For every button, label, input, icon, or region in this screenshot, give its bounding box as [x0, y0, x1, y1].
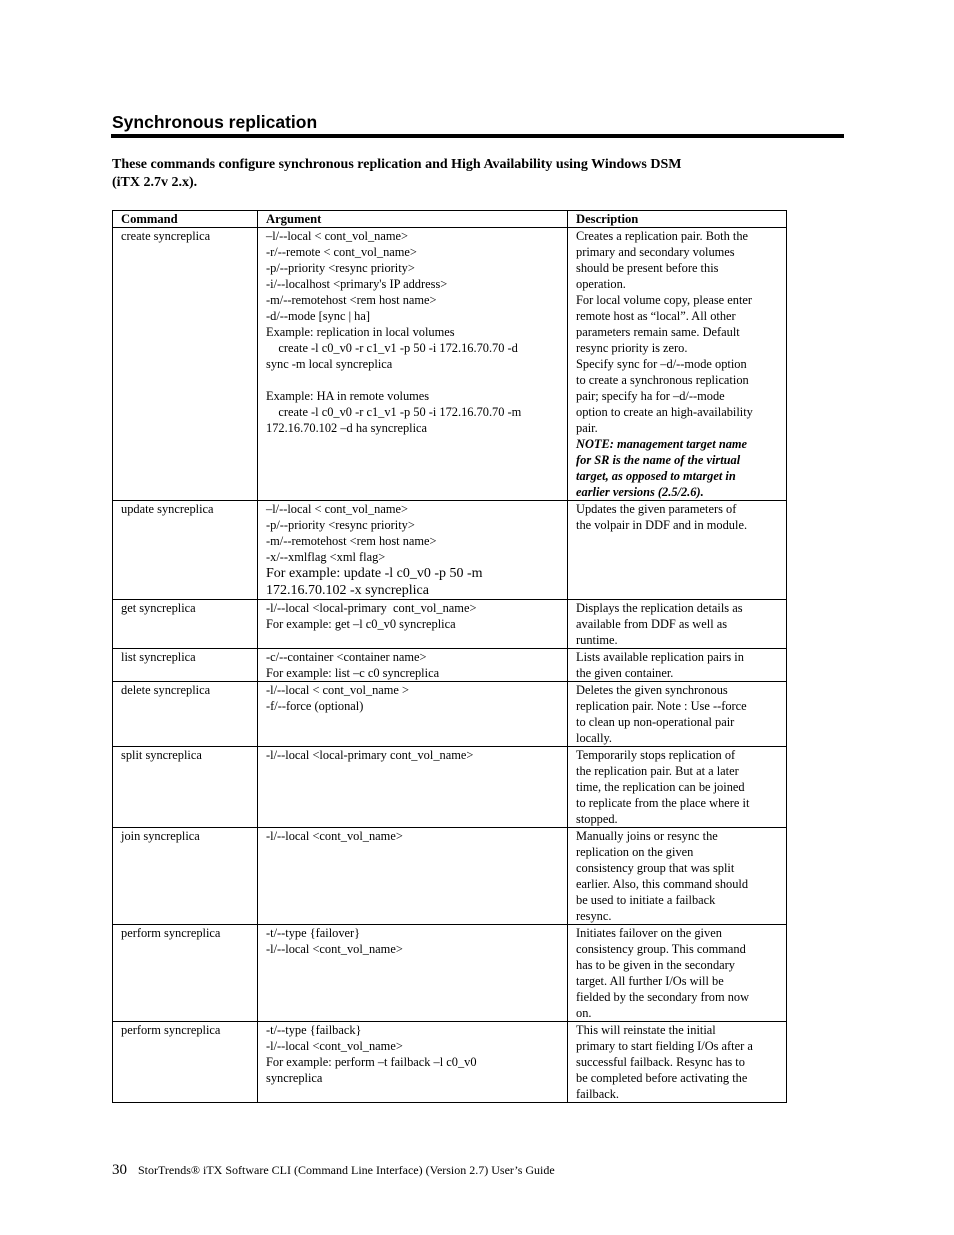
description-line: pair; specify ha for –d/--mode	[576, 389, 725, 403]
page-footer	[112, 1162, 555, 1179]
description-line: consistency group. This command	[576, 942, 746, 956]
argument-line: -l/--local <local-primary cont_vol_name>	[266, 601, 477, 615]
description-line: Specify sync for –d/--mode option	[576, 357, 747, 371]
cell-description	[568, 649, 787, 682]
argument-line: -l/--local <cont_vol_name>	[266, 829, 403, 843]
argument-line: -l/--local <cont_vol_name>	[266, 1039, 403, 1053]
argument-line	[266, 372, 563, 388]
description-line: Lists available replication pairs in	[576, 650, 744, 664]
table-row	[113, 925, 787, 1022]
argument-line: For example: perform –t failback –l c0_v0	[266, 1055, 477, 1069]
cell-argument	[258, 600, 568, 649]
cell-command: create syncreplica	[113, 228, 258, 501]
cell-command: split syncreplica	[113, 747, 258, 828]
table-body	[113, 228, 787, 1103]
table-row	[113, 228, 787, 501]
description-line: locally.	[576, 731, 613, 745]
note-line: NOTE: management target name	[576, 437, 748, 451]
cell-argument	[258, 228, 568, 501]
argument-line: -t/--type {failback}	[266, 1023, 362, 1037]
description-line: resync.	[576, 909, 612, 923]
description-line: be used to initiate a failback	[576, 893, 716, 907]
description-line: successful failback. Resync has to	[576, 1055, 745, 1069]
table-row	[113, 682, 787, 747]
argument-line: -d/--mode [sync | ha]	[266, 309, 370, 323]
cell-argument	[258, 1022, 568, 1103]
cell-description	[568, 747, 787, 828]
description-line: the replication pair. But at a later	[576, 764, 739, 778]
title-rule	[111, 134, 844, 138]
cell-command: list syncreplica	[113, 649, 258, 682]
cell-description	[568, 600, 787, 649]
argument-line: Example: HA in remote volumes	[266, 389, 430, 403]
description-line: Updates the given parameters of	[576, 502, 737, 516]
description-line: Manually joins or resync the	[576, 829, 718, 843]
cell-command: perform syncreplica	[113, 925, 258, 1022]
note-line: earlier versions (2.5/2.6).	[576, 485, 704, 499]
argument-line: -p/--priority <resync priority>	[266, 261, 415, 275]
cell-command: perform syncreplica	[113, 1022, 258, 1103]
description-line: parameters remain same. Default	[576, 325, 740, 339]
description-line: to replicate from the place where it	[576, 796, 750, 810]
cell-description	[568, 828, 787, 925]
intro-line-1: These commands configure synchronous replication and High Availability using Windows DSM	[112, 157, 682, 172]
description-line: to create a synchronous replication	[576, 373, 749, 387]
argument-line: sync -m local syncreplica	[266, 357, 393, 371]
table-row	[113, 1022, 787, 1103]
description-line: replication pair. Note : Use --force	[576, 699, 747, 713]
argument-line: 172.16.70.102 –d ha syncreplica	[266, 421, 428, 435]
argument-line: -p/--priority <resync priority>	[266, 518, 415, 532]
description-line: Temporarily stops replication of	[576, 748, 736, 762]
argument-line: syncreplica	[266, 1071, 323, 1085]
description-line: stopped.	[576, 812, 618, 826]
argument-line: -m/--remotehost <rem host name>	[266, 293, 437, 307]
argument-line: -l/--local < cont_vol_name >	[266, 683, 410, 697]
command-table	[112, 210, 787, 1103]
description-line: Initiates failover on the given	[576, 926, 722, 940]
cell-argument	[258, 649, 568, 682]
note-line: for SR is the name of the virtual	[576, 453, 741, 467]
table-row	[113, 600, 787, 649]
description-line: operation.	[576, 277, 626, 291]
description-line: the volpair in DDF and in module.	[576, 518, 748, 532]
argument-line: -l/--local <local-primary cont_vol_name>	[266, 748, 474, 762]
cell-command: delete syncreplica	[113, 682, 258, 747]
argument-line: –l/--local < cont_vol_name>	[266, 229, 408, 243]
cell-argument	[258, 747, 568, 828]
description-line: primary to start fielding I/Os after a	[576, 1039, 753, 1053]
table-row	[113, 828, 787, 925]
cell-description	[568, 682, 787, 747]
description-line: remote host as “local”. All other	[576, 309, 736, 323]
description-line: the given container.	[576, 666, 674, 680]
description-line: has to be given in the secondary	[576, 958, 735, 972]
description-line: available from DDF as well as	[576, 617, 728, 631]
description-line: resync priority is zero.	[576, 341, 688, 355]
description-line: should be present before this	[576, 261, 719, 275]
intro-line-2: (iTX 2.7v 2.x).	[112, 175, 198, 190]
description-line: fielded by the secondary from now	[576, 990, 750, 1004]
cell-argument	[258, 925, 568, 1022]
argument-line: Example: replication in local volumes	[266, 325, 455, 339]
argument-line: create -l c0_v0 -r c1_v1 -p 50 -i 172.16.70.70 -m	[266, 405, 522, 419]
cell-command: join syncreplica	[113, 828, 258, 925]
description-line: be completed before activating the	[576, 1071, 748, 1085]
header-description: Description	[568, 211, 787, 228]
description-line: Creates a replication pair. Both the	[576, 229, 749, 243]
argument-line: -f/--force (optional)	[266, 699, 364, 713]
table-row	[113, 747, 787, 828]
cell-argument	[258, 682, 568, 747]
argument-line: –l/--local < cont_vol_name>	[266, 502, 408, 516]
description-line: on.	[576, 1006, 592, 1020]
description-line: Deletes the given synchronous	[576, 683, 728, 697]
description-line: failback.	[576, 1087, 619, 1101]
cell-description	[568, 1022, 787, 1103]
table-row	[113, 501, 787, 600]
cell-argument	[258, 828, 568, 925]
description-line: consistency group that was split	[576, 861, 735, 875]
header-command: Command	[113, 211, 258, 228]
description-line: runtime.	[576, 633, 618, 647]
description-line: earlier. Also, this command should	[576, 877, 749, 891]
description-line: For local volume copy, please enter	[576, 293, 753, 307]
argument-example-line: 172.16.70.102 -x syncreplica	[266, 583, 429, 598]
intro-paragraph	[112, 156, 772, 192]
argument-line: -c/--container <container name>	[266, 650, 427, 664]
cell-description	[568, 925, 787, 1022]
page-number: 30	[112, 1162, 127, 1178]
description-line: target. All further I/Os will be	[576, 974, 724, 988]
argument-line: -m/--remotehost <rem host name>	[266, 534, 437, 548]
argument-line: For example: list –c c0 syncreplica	[266, 666, 440, 680]
cell-command: get syncreplica	[113, 600, 258, 649]
section-title: Synchronous replication	[112, 112, 318, 132]
description-line: pair.	[576, 421, 598, 435]
note-line: target, as opposed to mtarget in	[576, 469, 736, 483]
header-argument: Argument	[258, 211, 568, 228]
argument-line: -t/--type {failover}	[266, 926, 361, 940]
description-line: to clean up non-operational pair	[576, 715, 735, 729]
argument-line: -l/--local <cont_vol_name>	[266, 942, 403, 956]
description-line: This will reinstate the initial	[576, 1023, 716, 1037]
argument-example-line: For example: update -l c0_v0 -p 50 -m	[266, 566, 483, 581]
table-row	[113, 649, 787, 682]
description-line: time, the replication can be joined	[576, 780, 745, 794]
cell-description	[568, 228, 787, 501]
argument-line: -x/--xmlflag <xml flag>	[266, 550, 386, 564]
description-line: option to create an high-availability	[576, 405, 753, 419]
cell-description	[568, 501, 787, 600]
cell-command: update syncreplica	[113, 501, 258, 600]
argument-line: -r/--remote < cont_vol_name>	[266, 245, 417, 259]
argument-line: -i/--localhost <primary's IP address>	[266, 277, 448, 291]
footer-text: StorTrends® iTX Software CLI (Command Line Interface) (Version 2.7) User’s Guide	[138, 1163, 555, 1177]
table-header-row	[113, 211, 787, 228]
description-line: primary and secondary volumes	[576, 245, 735, 259]
description-line: replication on the given	[576, 845, 694, 859]
cell-argument	[258, 501, 568, 600]
argument-line: create -l c0_v0 -r c1_v1 -p 50 -i 172.16.70.70 -d	[266, 341, 518, 355]
description-line: Displays the replication details as	[576, 601, 743, 615]
argument-line: For example: get –l c0_v0 syncreplica	[266, 617, 456, 631]
